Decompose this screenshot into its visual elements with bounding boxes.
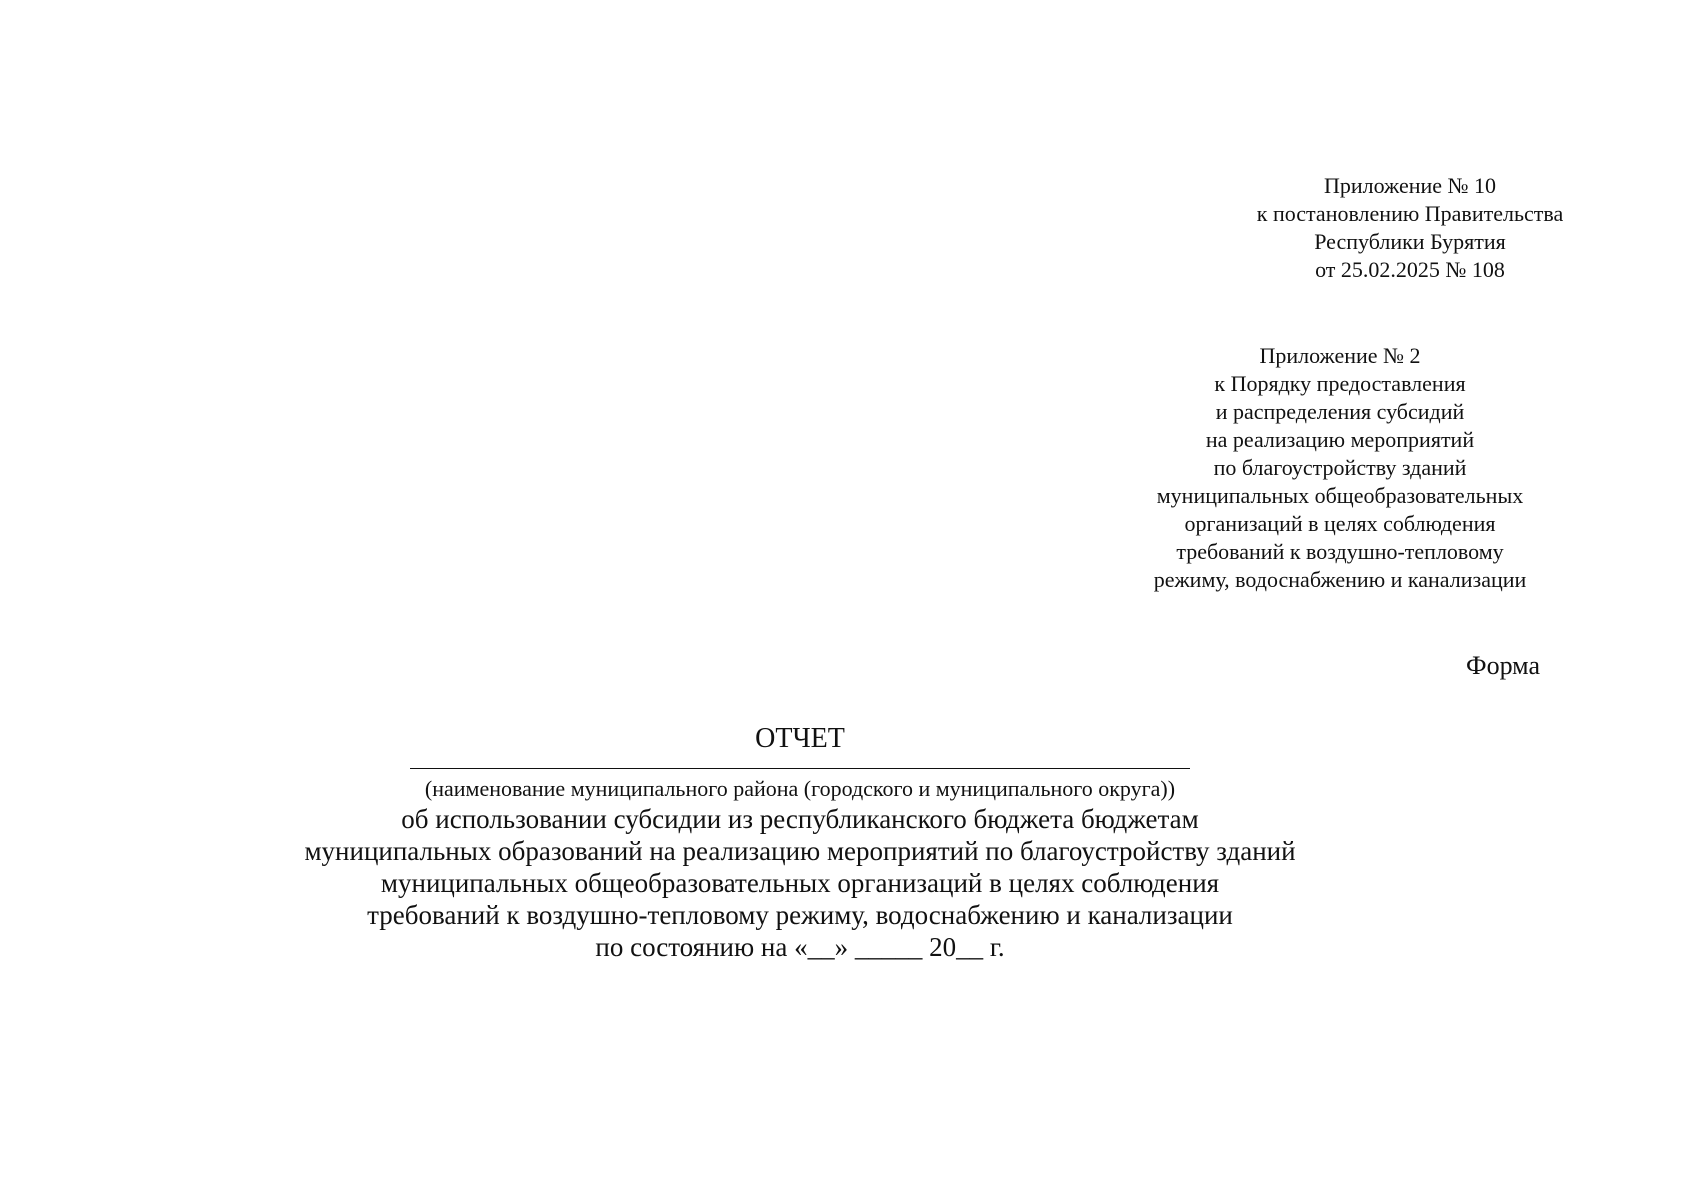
form-label: Форма: [1466, 651, 1540, 680]
report-date-line: по состоянию на «__» _____ 20__ г.: [595, 932, 1005, 962]
report-description: [200, 803, 1400, 963]
appendix-10-header: [1140, 172, 1680, 284]
appendix-10-line: к постановлению Правительства: [1256, 201, 1564, 226]
appendix-2-line: к Порядку предоставления: [1214, 371, 1466, 396]
appendix-2-line: и распределения субсидий: [1215, 399, 1465, 424]
report-title: ОТЧЕТ: [755, 723, 845, 754]
appendix-2-line: режиму, водоснабжению и канализации: [1153, 567, 1527, 592]
appendix-10-line: Приложение № 10: [1323, 173, 1497, 198]
municipality-name-blank-line: [410, 768, 1190, 769]
municipality-name-caption: (наименование муниципального района (городского и муниципального округа)): [424, 776, 1176, 801]
appendix-10-line: Республики Бурятия: [1314, 229, 1506, 254]
appendix-2-line: организаций в целях соблюдения: [1184, 511, 1496, 536]
report-description-line: требований к воздушно-тепловому режиму, водоснабжению и канализации: [367, 900, 1233, 930]
appendix-2-line: по благоустройству зданий: [1213, 455, 1467, 480]
report-description-line: муниципальных образований на реализацию мероприятий по благоустройству зданий: [304, 836, 1296, 866]
appendix-2-line: Приложение № 2: [1259, 343, 1421, 368]
report-block: [200, 722, 1400, 963]
appendix-2-line: на реализацию мероприятий: [1205, 427, 1475, 452]
report-description-line: об использовании субсидии из республиканского бюджета бюджетам: [401, 804, 1199, 834]
appendix-2-line: муниципальных общеобразовательных: [1156, 483, 1524, 508]
appendix-2-line: требований к воздушно-тепловому: [1176, 539, 1504, 564]
appendix-10-line: от 25.02.2025 № 108: [1315, 257, 1505, 282]
appendix-2-header: [1130, 342, 1550, 594]
report-description-line: муниципальных общеобразовательных организаций в целях соблюдения: [380, 868, 1220, 898]
